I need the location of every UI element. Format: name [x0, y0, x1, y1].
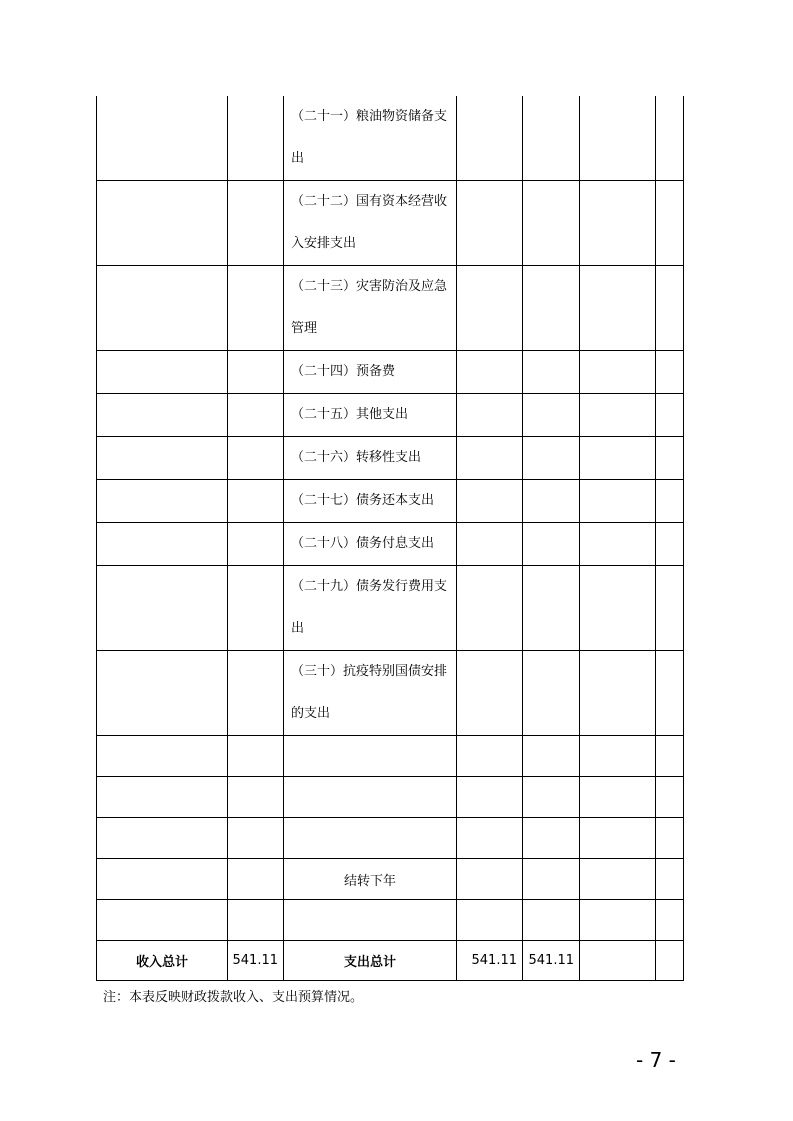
- carry-forward-label: 结转下年: [284, 859, 457, 900]
- budget-item-label: （三十）抗疫特别国债安排的支出: [284, 651, 457, 736]
- budget-item-label: （二十六）转移性支出: [284, 437, 457, 480]
- budget-item-label: （二十八）债务付息支出: [284, 523, 457, 566]
- table-row: [97, 651, 684, 736]
- table-note: 注：本表反映财政拨款收入、支出预算情况。: [103, 990, 364, 1005]
- table-row: [97, 394, 684, 437]
- table-row-carry-forward: [97, 859, 684, 900]
- expense-total-value-secondary: 541.11: [523, 941, 580, 981]
- expense-total-value: 541.11: [457, 941, 523, 981]
- budget-item-label: （二十五）其他支出: [284, 394, 457, 437]
- table-row: [97, 266, 684, 351]
- totals-row: [97, 941, 684, 981]
- table-row: [97, 96, 684, 181]
- table-row-empty: [97, 818, 684, 859]
- table-row: [97, 523, 684, 566]
- table-row: [97, 566, 684, 651]
- budget-item-label: （二十三）灾害防治及应急管理: [284, 266, 457, 351]
- table-row: [97, 437, 684, 480]
- income-total-label: 收入总计: [97, 941, 228, 981]
- expense-total-label: 支出总计: [284, 941, 457, 981]
- table-row: [97, 181, 684, 266]
- table-row: [97, 351, 684, 394]
- budget-item-label: （二十二）国有资本经营收入安排支出: [284, 181, 457, 266]
- table-row-empty: [97, 736, 684, 777]
- table-row-empty: [97, 777, 684, 818]
- budget-table: [96, 96, 684, 981]
- page-number: - 7 -: [636, 1048, 676, 1072]
- budget-item-label: （二十一）粮油物资储备支出: [284, 96, 457, 181]
- income-total-value: 541.11: [228, 941, 284, 981]
- table-row: [97, 480, 684, 523]
- table-row-empty: [97, 900, 684, 941]
- budget-item-label: （二十七）债务还本支出: [284, 480, 457, 523]
- budget-item-label: （二十四）预备费: [284, 351, 457, 394]
- budget-item-label: （二十九）债务发行费用支出: [284, 566, 457, 651]
